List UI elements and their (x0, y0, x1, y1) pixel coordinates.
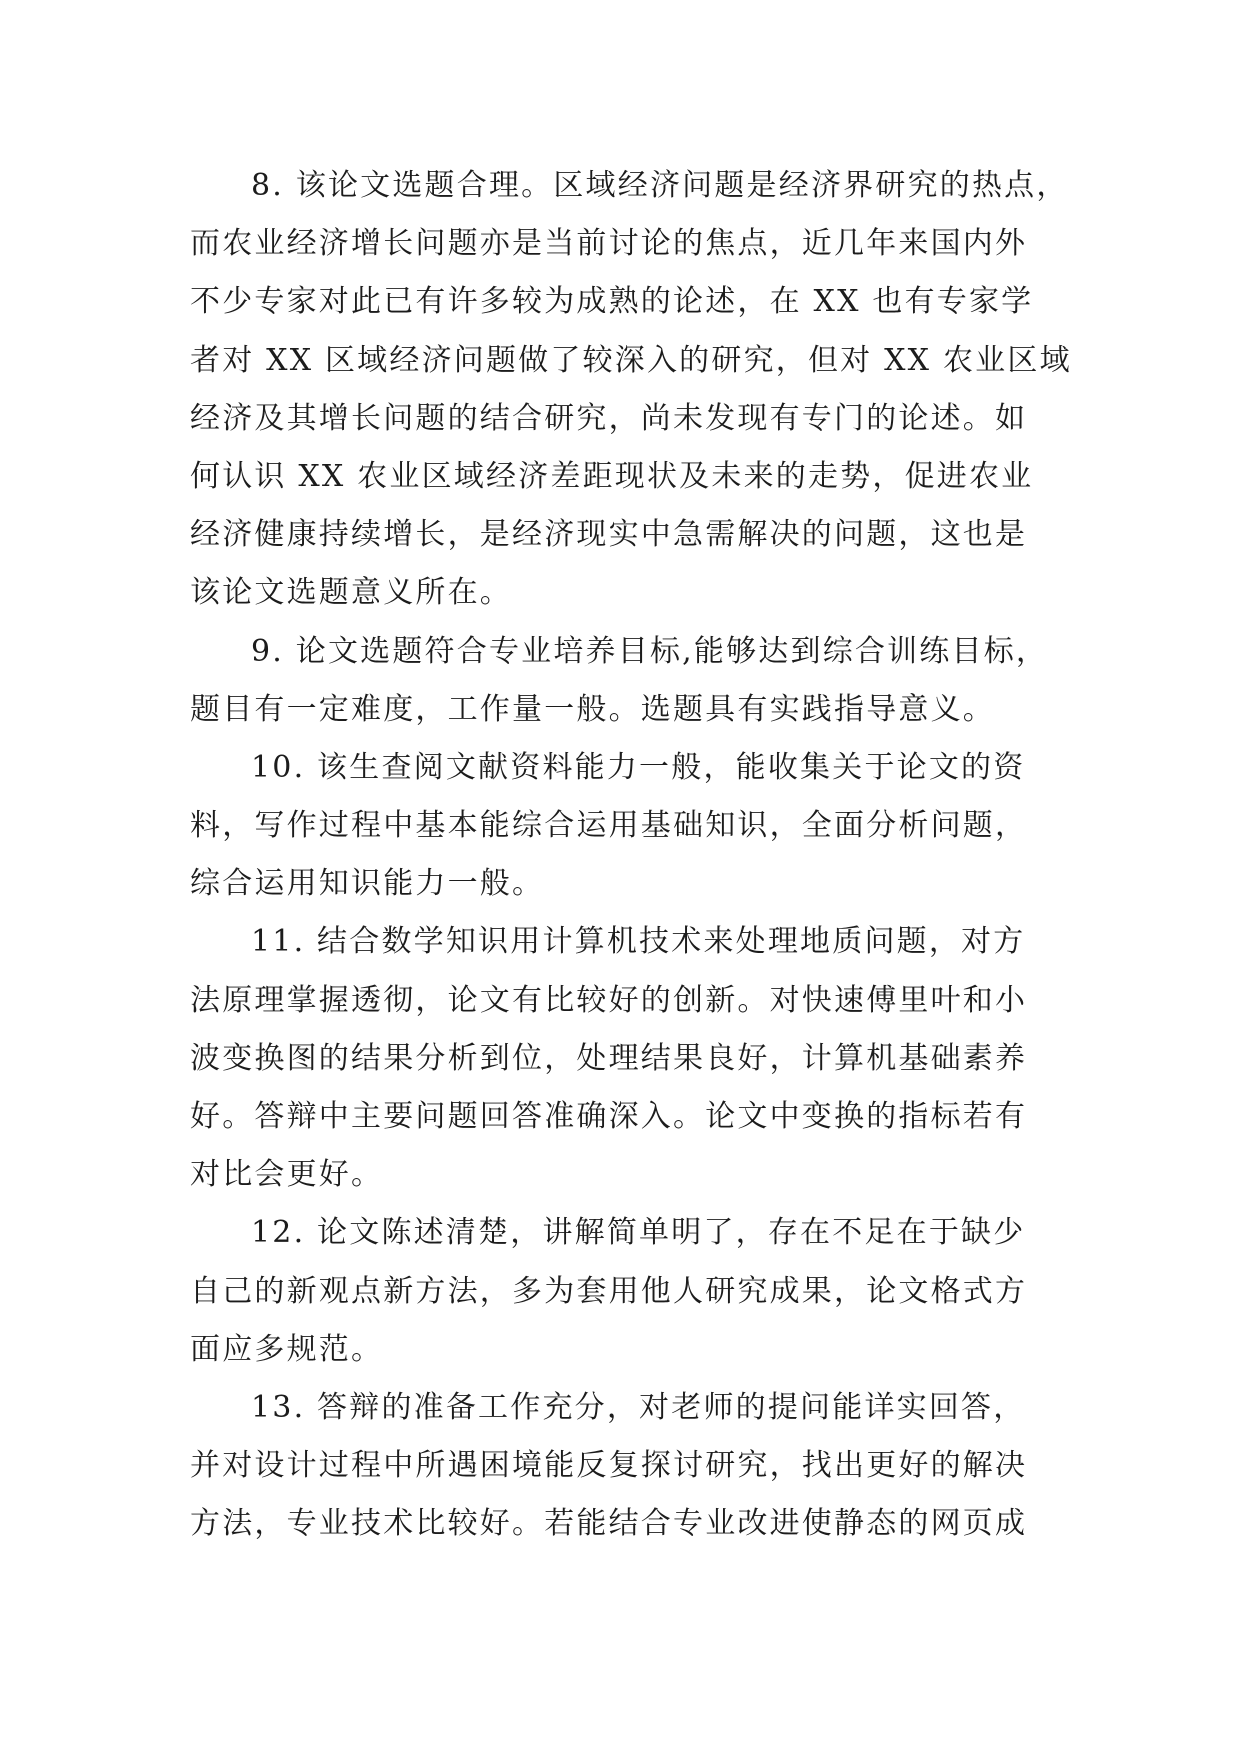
text-line: 该论文选题意义所在。 (190, 575, 512, 611)
paragraph-8 (190, 157, 1090, 623)
text-line: 9. 论文选题符合专业培养目标,能够达到综合训练目标， (251, 633, 1049, 669)
text-line: 13. 答辩的准备工作充分，对老师的提问能详实回答， (251, 1389, 1026, 1425)
text-line: 何认识 XX 农业区域经济差距现状及未来的走势，促进农业 (190, 458, 1034, 494)
text-line: 对比会更好。 (190, 1157, 384, 1193)
paragraph-9 (190, 623, 1090, 739)
text-line: 波变换图的结果分析到位，处理结果良好，计算机基础素养 (190, 1040, 1028, 1076)
text-line: 题目有一定难度，工作量一般。选题具有实践指导意义。 (190, 691, 995, 727)
text-line: 综合运用知识能力一般。 (190, 866, 545, 902)
text-line: 12. 论文陈述清楚，讲解简单明了，存在不足在于缺少 (251, 1215, 1026, 1251)
text-line: 11. 结合数学知识用计算机技术来处理地质问题，对方 (251, 924, 1026, 960)
paragraph-13 (190, 1379, 1090, 1554)
text-line: 好。答辩中主要问题回答准确深入。论文中变换的指标若有 (190, 1099, 1028, 1134)
text-line: 自己的新观点新方法，多为套用他人研究成果，论文格式方 (190, 1273, 1028, 1309)
text-line: 10. 该生查阅文献资料能力一般，能收集关于论文的资 (251, 749, 1026, 785)
text-line: 不少专家对此已有许多较为成熟的论述，在 XX 也有专家学 (190, 284, 1034, 320)
text-line: 8. 该论文选题合理。区域经济问题是经济界研究的热点， (251, 168, 1069, 203)
text-line: 料，写作过程中基本能综合运用基础知识，全面分析问题， (190, 808, 1028, 844)
text-line: 法原理掌握透彻，论文有比较好的创新。对快速傅里叶和小 (190, 982, 1028, 1018)
document-body (190, 157, 1090, 1554)
paragraph-11 (190, 913, 1090, 1204)
text-line: 者对 XX 区域经济问题做了较深入的研究，但对 XX 农业区域 (190, 342, 1072, 378)
text-line: 而农业经济增长问题亦是当前讨论的焦点，近几年来国内外 (190, 226, 1028, 262)
paragraph-10 (190, 739, 1090, 914)
text-line: 经济健康持续增长，是经济现实中急需解决的问题，这也是 (190, 517, 1028, 553)
text-line: 并对设计过程中所遇困境能反复探讨研究，找出更好的解决 (190, 1448, 1028, 1484)
text-line: 面应多规范。 (190, 1331, 384, 1367)
text-line: 方法，专业技术比较好。若能结合专业改进使静态的网页成 (190, 1506, 1028, 1542)
text-line: 经济及其增长问题的结合研究，尚未发现有专门的论述。如 (190, 400, 1028, 436)
paragraph-12 (190, 1204, 1090, 1379)
